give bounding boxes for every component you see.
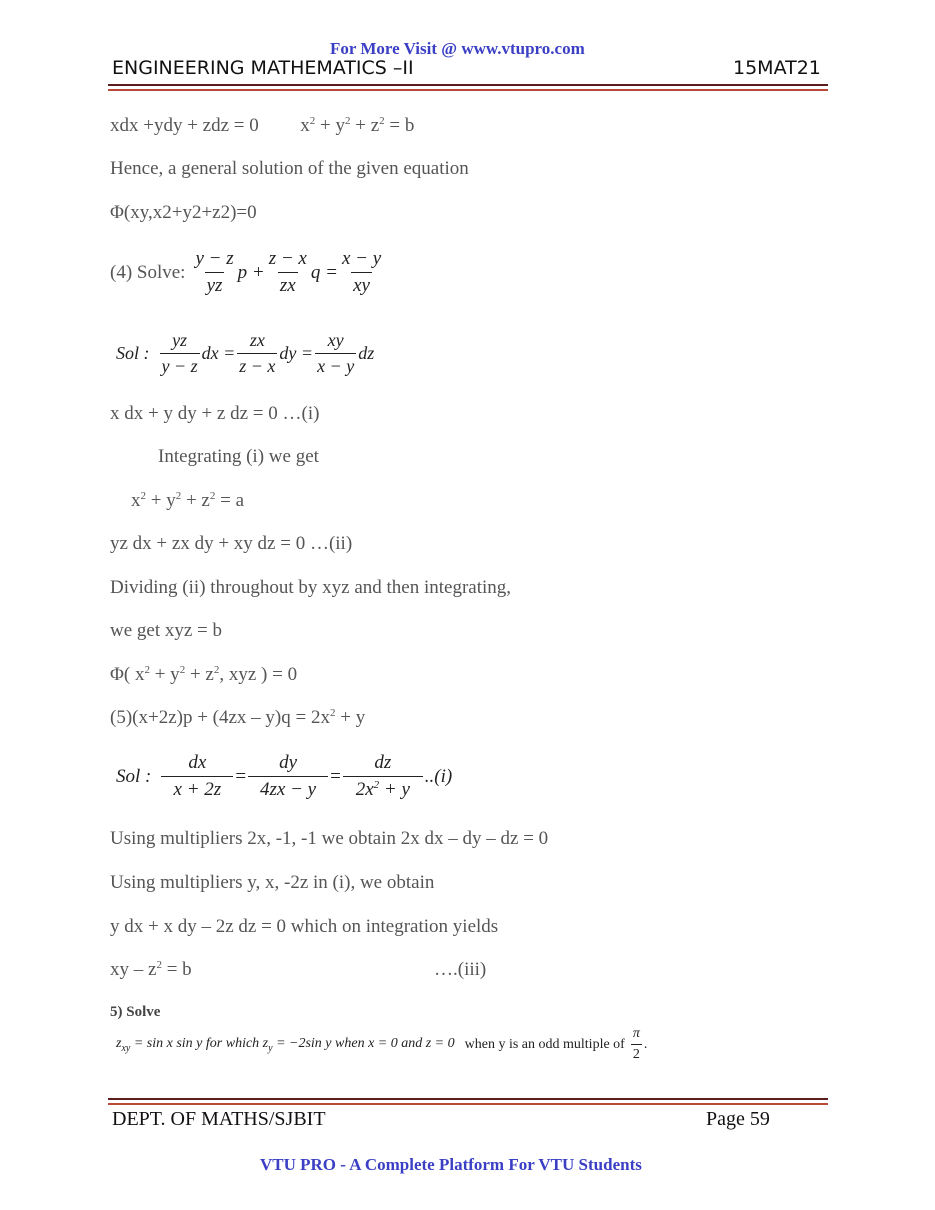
equation-tag-iii: ….(iii)	[434, 959, 487, 980]
text-line-10: we get xyz = b	[110, 620, 223, 641]
denominator: y − z	[160, 353, 200, 377]
text-line-14: Using multipliers y, x, -2z in (i), we obtain	[110, 872, 435, 893]
sol-label: Sol :	[116, 765, 152, 787]
text-line-13: Using multipliers 2x, -1, -1 we obtain 2x dx – dy – dz = 0	[110, 828, 549, 849]
header-subject: ENGINEERING MATHEMATICS –II	[112, 57, 414, 79]
math-text: z	[116, 1035, 122, 1051]
sup: 2	[309, 115, 316, 127]
eq-x: x	[300, 115, 310, 136]
equation-line-1	[110, 115, 414, 137]
fraction	[160, 330, 200, 377]
sup: 2	[144, 664, 150, 676]
sup: 2	[209, 490, 216, 502]
condition-text: when y is an odd multiple of	[464, 1036, 625, 1052]
bottom-banner-link[interactable]: VTU PRO - A Complete Platform For VTU Students	[260, 1155, 642, 1174]
sup: 2	[156, 959, 162, 971]
numerator: dx	[188, 752, 207, 773]
footer-rule	[108, 1098, 828, 1100]
text-line-15: y dx + x dy – 2z dz = 0 which on integration yields	[110, 916, 499, 937]
numerator: y − z	[195, 248, 234, 269]
problem-4	[110, 248, 385, 297]
footer-rule-accent	[108, 1103, 828, 1105]
solution-4-equation	[116, 330, 374, 377]
text-line-5: x dx + y dy + z dz = 0 …(i)	[110, 403, 320, 424]
eq-z: + z	[181, 490, 210, 511]
eq-end: = b	[384, 115, 415, 136]
math-text: ..(i)	[424, 765, 453, 787]
header-course-code: 15MAT21	[733, 57, 821, 79]
equation-text: xdx +ydy + zdz = 0	[110, 115, 259, 136]
eq-part: + z	[185, 664, 214, 685]
equation-line-11	[110, 664, 297, 686]
numerator: dz	[374, 752, 392, 773]
sup: 2	[175, 490, 182, 502]
eq-part: xy – z	[110, 959, 157, 980]
equation-line-16	[110, 959, 192, 981]
math-text: dx =	[201, 343, 236, 363]
fraction	[161, 752, 233, 801]
eq-part: (5)(x+2z)p + (4zx – y)q = 2x	[110, 707, 330, 728]
fraction	[193, 248, 235, 297]
numerator: x − y	[341, 248, 382, 269]
denominator	[343, 776, 423, 801]
denominator: x + 2z	[161, 776, 233, 801]
eq-y: + y	[146, 490, 176, 511]
header-rule	[108, 84, 828, 86]
math-text: p +	[237, 261, 265, 283]
eq-part: + y	[335, 707, 366, 728]
denominator: z − x	[237, 353, 277, 377]
header-rule-accent	[108, 89, 828, 91]
equation-line-7	[131, 490, 244, 512]
solution-5-equation	[116, 752, 452, 801]
fraction	[267, 248, 309, 297]
eq-x: x	[131, 490, 141, 511]
top-banner-link[interactable]: For More Visit @ www.vtupro.com	[330, 39, 585, 58]
text-line-8: yz dx + zx dy + xy dz = 0 …(ii)	[110, 533, 353, 554]
sup: 2	[179, 664, 186, 676]
eq-part: + y	[149, 664, 180, 685]
text-line-9: Dividing (ii) throughout by xyz and then integrating,	[110, 577, 512, 598]
eq-part: = b	[161, 959, 192, 980]
denominator: xy	[351, 272, 372, 297]
fraction	[340, 248, 383, 297]
numerator: dy	[279, 752, 298, 773]
denominator: 2	[631, 1044, 642, 1063]
math-text: dz	[358, 343, 375, 363]
numerator: yz	[172, 330, 188, 350]
eq-end: = a	[215, 490, 245, 511]
numerator: π	[632, 1026, 640, 1041]
eq-part: , xyz ) = 0	[219, 664, 298, 685]
numerator: z − x	[268, 248, 307, 269]
problem-4-label: (4) Solve:	[110, 261, 186, 283]
text-line-6: Integrating (i) we get	[158, 446, 319, 467]
sol-label: Sol :	[116, 343, 150, 363]
problem-5b-heading: 5) Solve	[110, 1004, 161, 1020]
fraction	[343, 752, 423, 801]
problem-5b-statement	[116, 1026, 647, 1063]
fraction-pi-over-2	[631, 1026, 642, 1063]
math-text: = −2sin y when x = 0 and z = 0	[272, 1035, 455, 1051]
math-text: = sin x sin y for which z	[130, 1035, 269, 1051]
fraction	[237, 330, 277, 377]
problem-5b-equation	[116, 1036, 455, 1054]
footer-dept: DEPT. OF MATHS/SJBIT	[112, 1108, 326, 1130]
fraction	[315, 330, 356, 377]
numerator: zx	[249, 330, 265, 350]
problem-5-statement	[110, 707, 365, 729]
math-text: q =	[310, 261, 338, 283]
sup: 2	[213, 664, 220, 676]
sup: 2	[344, 115, 351, 127]
period: .	[643, 1036, 648, 1052]
eq-part: Φ( x	[110, 664, 145, 685]
fraction	[248, 752, 328, 801]
math-text: =	[330, 765, 341, 787]
footer-page-number: Page 59	[706, 1108, 770, 1130]
math-text: =	[235, 765, 247, 787]
subscript: y	[268, 1042, 273, 1054]
sup: 2	[373, 779, 380, 791]
numerator: xy	[327, 330, 344, 350]
denominator: zx	[278, 272, 298, 297]
text-line-3: Φ(xy,x2+y2+z2)=0	[110, 202, 257, 223]
denominator: 4zx − y	[248, 776, 328, 801]
sup: 2	[140, 490, 146, 502]
denominator-part: + y	[379, 779, 410, 800]
denominator: yz	[205, 272, 225, 297]
denominator: x − y	[315, 353, 356, 377]
eq-z: + z	[350, 115, 380, 136]
eq-y: + y	[315, 115, 345, 136]
sup: 2	[379, 115, 385, 127]
subscript: xy	[121, 1042, 131, 1054]
text-line-2: Hence, a general solution of the given equation	[110, 158, 469, 179]
math-text: dy =	[279, 343, 314, 363]
sup: 2	[329, 707, 336, 719]
denominator-part: 2x	[355, 779, 374, 800]
problem-4-equation	[191, 248, 385, 297]
